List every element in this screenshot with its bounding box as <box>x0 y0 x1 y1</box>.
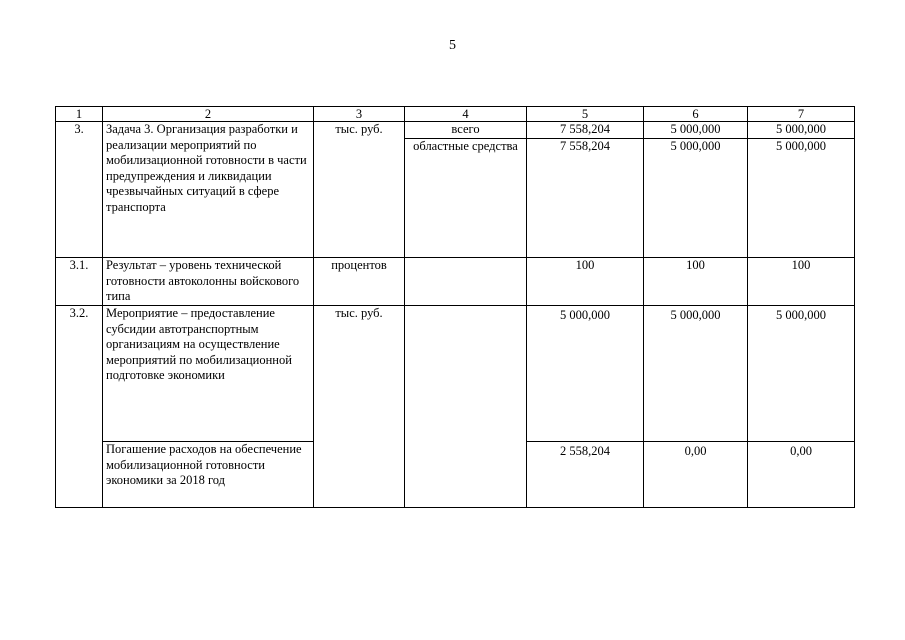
row-name: Погашение расходов на обеспечение мобилизационной готовности экономики за 2018 год <box>103 442 314 508</box>
row-value-6: 0,00 <box>644 442 748 508</box>
row-source <box>405 258 527 306</box>
row-number: 3.2. <box>56 306 103 508</box>
header-col-4: 4 <box>405 107 527 122</box>
row-source: всего <box>405 122 527 139</box>
row-source: областные средства <box>405 139 527 258</box>
row-number: 3.1. <box>56 258 103 306</box>
row-value-7: 0,00 <box>748 442 855 508</box>
row-value-5: 5 000,000 <box>527 306 644 442</box>
row-value-5: 7 558,204 <box>527 122 644 139</box>
header-col-3: 3 <box>314 107 405 122</box>
row-unit: процентов <box>314 258 405 306</box>
row-value-7: 100 <box>748 258 855 306</box>
row-value-6: 5 000,000 <box>644 139 748 258</box>
table-row <box>56 258 855 306</box>
row-unit: тыс. руб. <box>314 306 405 508</box>
header-col-5: 5 <box>527 107 644 122</box>
table-row <box>56 306 855 442</box>
header-col-2: 2 <box>103 107 314 122</box>
row-name: Результат – уровень технической готовности автоколонны войскового типа <box>103 258 314 306</box>
row-number: 3. <box>56 122 103 258</box>
header-row <box>56 107 855 122</box>
row-value-5: 2 558,204 <box>527 442 644 508</box>
row-source <box>405 306 527 508</box>
header-col-6: 6 <box>644 107 748 122</box>
row-name: Задача 3. Организация разработки и реализации мероприятий по мобилизационной готовности в части предупреждения и ликвидации чрезвычайных ситуаций в сфере транспорта <box>103 122 314 258</box>
header-col-1: 1 <box>56 107 103 122</box>
row-value-6: 100 <box>644 258 748 306</box>
row-value-5: 100 <box>527 258 644 306</box>
row-value-7: 5 000,000 <box>748 139 855 258</box>
row-name: Мероприятие – предоставление субсидии автотранспортным организациям на осуществление мероприятий по мобилизационной подготовке экономики <box>103 306 314 442</box>
row-value-6: 5 000,000 <box>644 122 748 139</box>
page-number: 5 <box>449 38 456 53</box>
header-col-7: 7 <box>748 107 855 122</box>
program-table <box>55 106 855 508</box>
row-value-6: 5 000,000 <box>644 306 748 442</box>
table-row <box>56 122 855 139</box>
row-value-5: 7 558,204 <box>527 139 644 258</box>
row-value-7: 5 000,000 <box>748 122 855 139</box>
row-value-7: 5 000,000 <box>748 306 855 442</box>
row-unit: тыс. руб. <box>314 122 405 258</box>
